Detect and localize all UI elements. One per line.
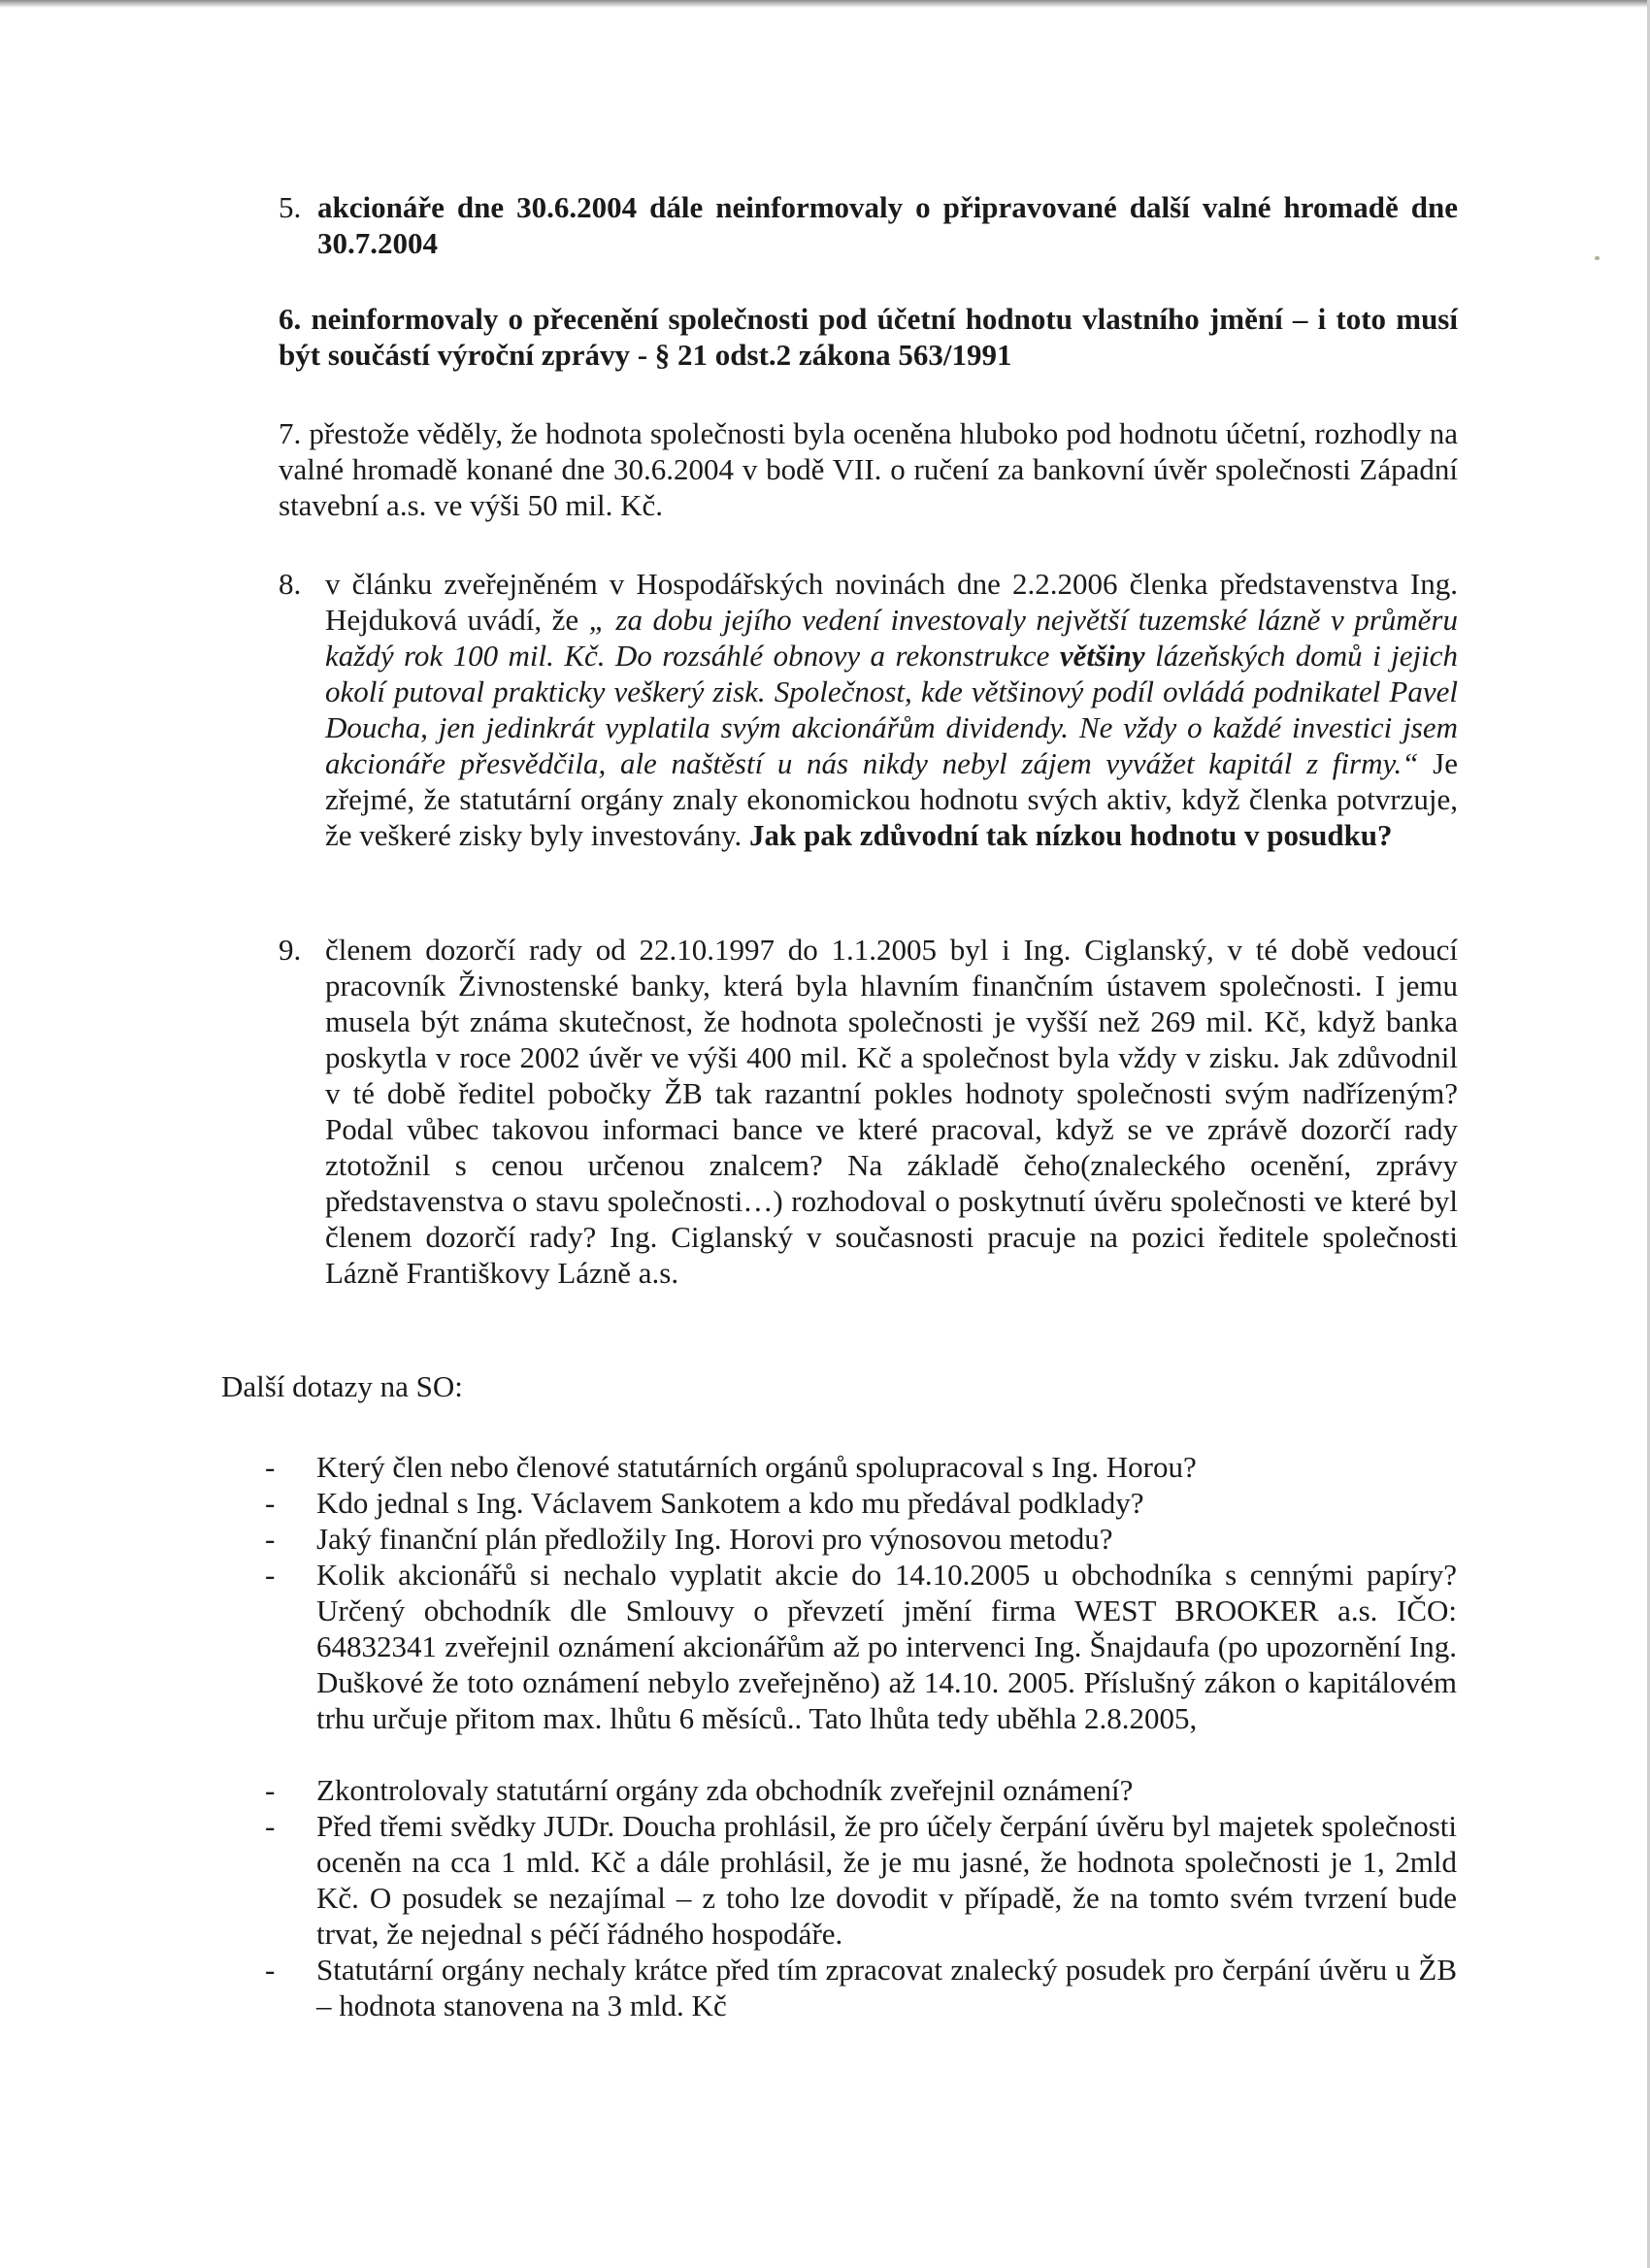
list-item: Před třemi svědky JUDr. Doucha prohlásil, že pro účely čerpání úvěru byl majetek společnosti oceněn na cca 1 mld. Kč a dále prohlásil, že je mu jasné, že hodnota společnosti je 1, 2mld Kč. O posudek se nezajímal – z toho lze dovodit v případě, že na tomto svém tvrzení bude trvat, že nejednal s péčí řádného hospodáře. bbox=[316, 1809, 1457, 1951]
list-bullet: - bbox=[265, 1522, 276, 1556]
paragraph-8-intro: v článku zveřejněném v Hospodářských novinách dne 2.2.2006 členka představenstva Ing. Hejduková uvádí, že bbox=[325, 567, 1458, 637]
paragraph-5-number: 5. bbox=[279, 190, 302, 224]
list-item: Zkontrolovaly statutární orgány zda obchodník zveřejnil oznámení? bbox=[316, 1773, 1134, 1807]
paragraph-6-text: 6. neinformovaly o přecenění společnosti pod účetní hodnotu vlastního jmění – i toto musí být součástí výroční zprávy - § 21 odst.2 zákona 563/1991 bbox=[279, 302, 1458, 372]
paragraph-7-text: 7. přestože věděly, že hodnota společnosti byla oceněna hluboko pod hodnotu účetní, rozhodly na valné hromadě konané dne 30.6.2004 v bodě VII. o ručení za bankovní úvěr společnosti Západní stavební a.s. ve výši 50 mil. Kč. bbox=[279, 416, 1458, 522]
paragraph-8-question: Jak pak zdůvodní tak nízkou hodnotu v posudku? bbox=[749, 818, 1393, 852]
list-bullet: - bbox=[265, 1450, 276, 1484]
paragraph-8-text bbox=[325, 566, 1458, 853]
section-heading: Další dotazy na SO: bbox=[221, 1369, 463, 1403]
list-item: Jaký finanční plán předložily Ing. Horovi pro výnosovou metodu? bbox=[316, 1522, 1113, 1556]
paragraph-8-comment: Je zřejmé, že statutární orgány znaly ekonomickou hodnotu svých aktiv, když členka potvrzuje, že veškeré zisky byly investovány. bbox=[325, 746, 1458, 852]
list-item: Který člen nebo členové statutárních orgánů spolupracoval s Ing. Horou? bbox=[316, 1450, 1197, 1484]
list-bullet: - bbox=[265, 1773, 276, 1807]
paragraph-5-text: akcionáře dne 30.6.2004 dále neinformovaly o připravované další valné hromadě dne 30.7.2004 bbox=[317, 190, 1458, 260]
paragraph-8-quote-emphasis: většiny bbox=[1059, 639, 1145, 673]
list-bullet: - bbox=[265, 1486, 276, 1520]
list-item: Statutární orgány nechaly krátce před tím zpracovat znalecký posudek pro čerpání úvěru u ŽB – hodnota stanovena na 3 mld. Kč bbox=[316, 1953, 1457, 2022]
paragraph-9-number: 9. bbox=[279, 933, 302, 967]
paragraph-8-number: 8. bbox=[279, 567, 302, 601]
list-item: Kolik akcionářů si nechalo vyplatit akcie do 14.10.2005 u obchodníka s cennými papíry? Určený obchodník dle Smlouvy o převzetí jmění firma WEST BROOKER a.s. IČO: 64832341 zveřejnil oznámení akcionářům až po intervenci Ing. Šnajdaufa (po upozornění Ing. Duškové že toto oznámení nebylo zveřejněno) až 14.10. 2005. Příslušný zákon o kapitálovém trhu určuje přitom max. lhůtu 6 měsíců.. Tato lhůta tedy uběhla 2.8.2005, bbox=[316, 1558, 1457, 1735]
paragraph-9-text: členem dozorčí rady od 22.10.1997 do 1.1.2005 byl i Ing. Ciglanský, v té době vedoucí pracovník Živnostenské banky, která byla hlavním finančním ústavem společnosti. I jemu musela být známa skutečnost, že hodnota společnosti je vyšší než 269 mil. Kč, když banka poskytla v roce 2002 úvěr ve výši 400 mil. Kč a společnost byla vždy v zisku. Jak zdůvodnil v té době ředitel pobočky ŽB tak razantní pokles hodnoty společnosti svým nadřízeným? Podal vůbec takovou informaci bance ve které pracoval, když se ve zprávě dozorčí rady ztotožnil s cenou určenou znalcem? Na základě čeho(znaleckého ocenění, zprávy představenstva o stavu společnosti…) rozhodoval o poskytnutí úvěru společnosti ve které byl členem dozorčí rady? Ing. Ciglanský v současnosti pracuje na pozici ředitele společnosti Lázně Františkovy Lázně a.s. bbox=[325, 933, 1458, 1290]
list-item: Kdo jednal s Ing. Václavem Sankotem a kdo mu předával podklady? bbox=[316, 1486, 1144, 1520]
paragraph-8-quote-end: lázeňských domů i jejich okolí putoval prakticky veškerý zisk. Společnost, kde většinový podíl ovládá podnikatel Pavel Doucha, jen jedinkrát vyplatila svým akcionářům dividendy. Ne vždy o každé investici jsem akcionáře přesvědčila, ale naštěstí u nás nikdy nebyl zájem vyvážet kapitál z firmy.“ bbox=[325, 639, 1458, 780]
list-bullet: - bbox=[265, 1953, 276, 1987]
list-bullet: - bbox=[265, 1809, 276, 1843]
paragraph-8-quote-start: „ za dobu jejího vedení investovaly největší tuzemské lázně v průměru každý rok 100 mil. Kč. Do rozsáhlé obnovy a rekonstrukce bbox=[325, 603, 1458, 673]
list-bullet: - bbox=[265, 1558, 276, 1592]
